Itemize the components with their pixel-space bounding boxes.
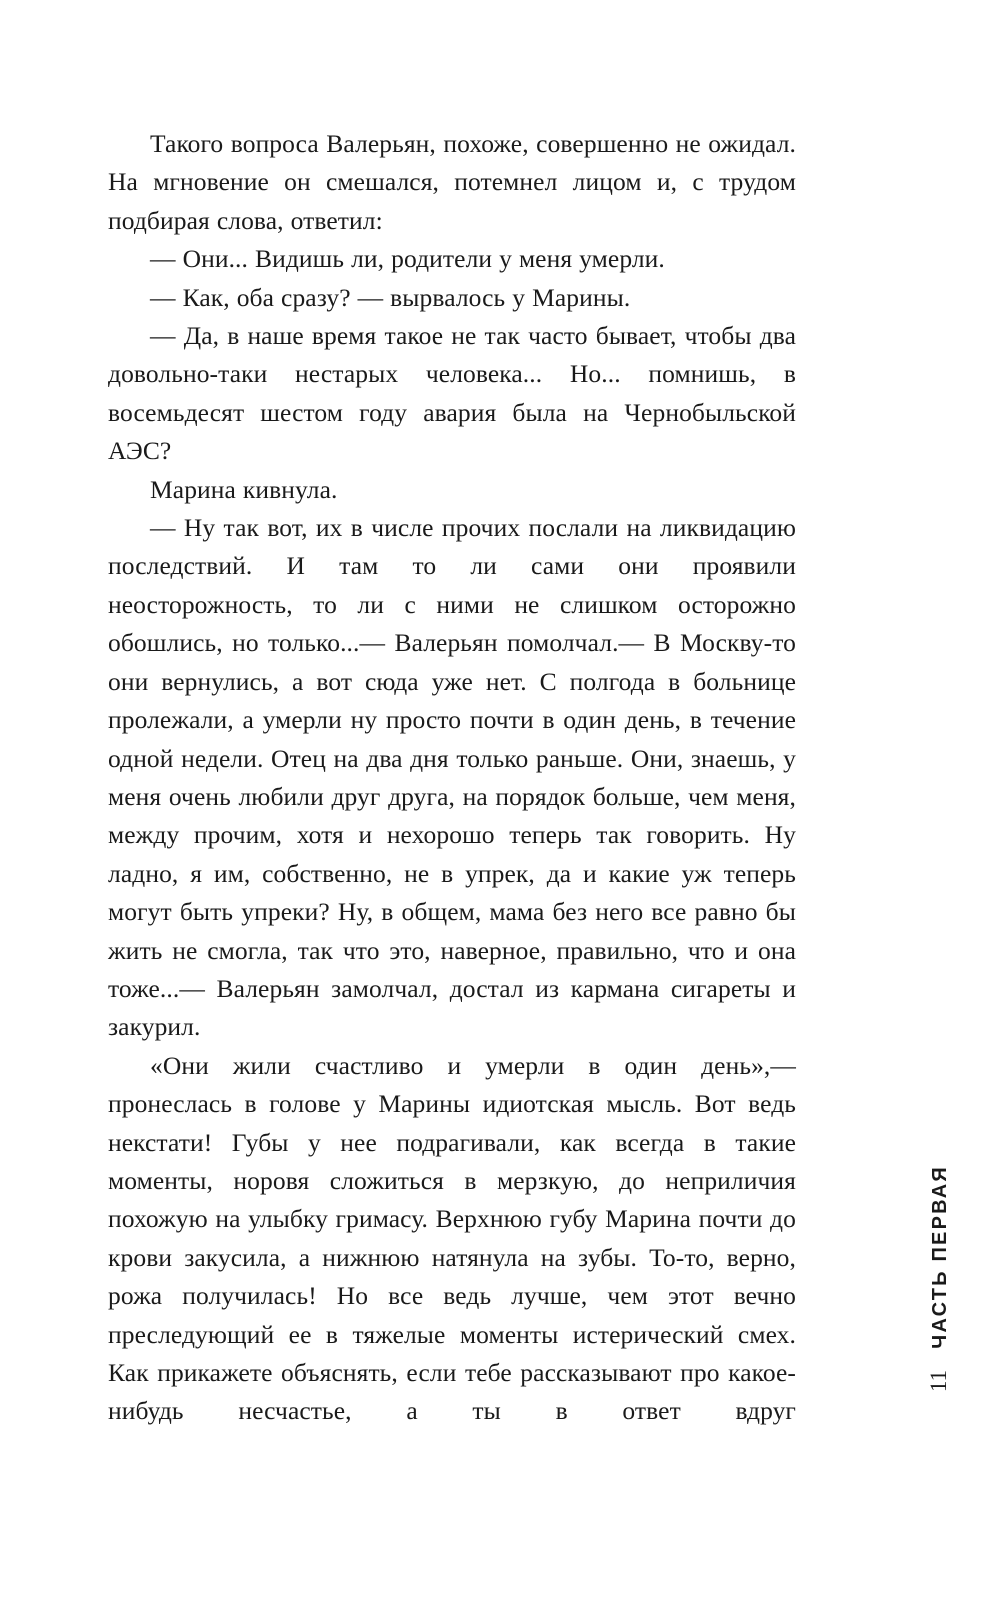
page-margin-marks (910, 0, 970, 1616)
paragraph: — Да, в наше время такое не так часто бывает, чтобы два довольно-таки нестарых человека... Но... помнишь, в восемьдесят шестом году авария была на Чернобыльской АЭС? (108, 321, 796, 466)
paragraph: — Ну так вот, их в числе прочих послали на ликвидацию последствий. И там то ли сами они проявили неосторожность, то ли с ними не слишком осторожно обошлись, но только...— Валерьян помолчал.— В Москву-то они вернулись, а вот сюда уже нет. С полгода в больнице пролежали, а умерли ну просто почти в один день, в течение одной недели. Отец на два дня только раньше. Они, знаешь, у меня очень любили друг друга, на порядок больше, чем меня, между прочим, хотя и нехорошо теперь так говорить. Ну ладно, я им, собственно, не в упрек, да и какие уж теперь могут быть упреки? Ну, в общем, мама без него все равно бы жить не смогла, так что это, наверное, правильно, что и она тоже...— Валерьян замолчал, достал из кармана сигареты и закурил. (108, 513, 796, 1042)
paragraph: Марина кивнула. (150, 474, 338, 504)
body-text-column (108, 125, 796, 1431)
part-label: ЧАСТЬ ПЕРВАЯ (929, 1165, 951, 1349)
paragraph: Такого вопроса Валерьян, похоже, совершенно не ожидал. На мгновение он смешался, потемнел лицом и, с трудом подбирая слова, ответил: (108, 129, 796, 235)
paragraph: «Они жили счастливо и умерли в один день»,— пронеслась в голове у Марины идиотская мысль. Вот ведь некстати! Губы у нее подрагивали, как всегда в такие моменты, норовя сложиться в мерзкую, до неприличия похожую на улыбку гримасу. Верхнюю губу Марина почти до крови закусила, а нижнюю натянула на зубы. То-то, верно, рожа получилась! Но все ведь лучше, чем этот вечно преследующий ее в тяжелые моменты истерический смех. Как прикажете объяснять, если тебе рассказывают про какое-нибудь несчастье, а ты в ответ вдруг (108, 1050, 796, 1426)
paragraph: — Как, оба сразу? — вырвалось у Марины. (150, 282, 631, 312)
paragraph: — Они... Видишь ли, родители у меня умерли. (150, 244, 665, 274)
page-number: 11 (926, 1370, 951, 1393)
